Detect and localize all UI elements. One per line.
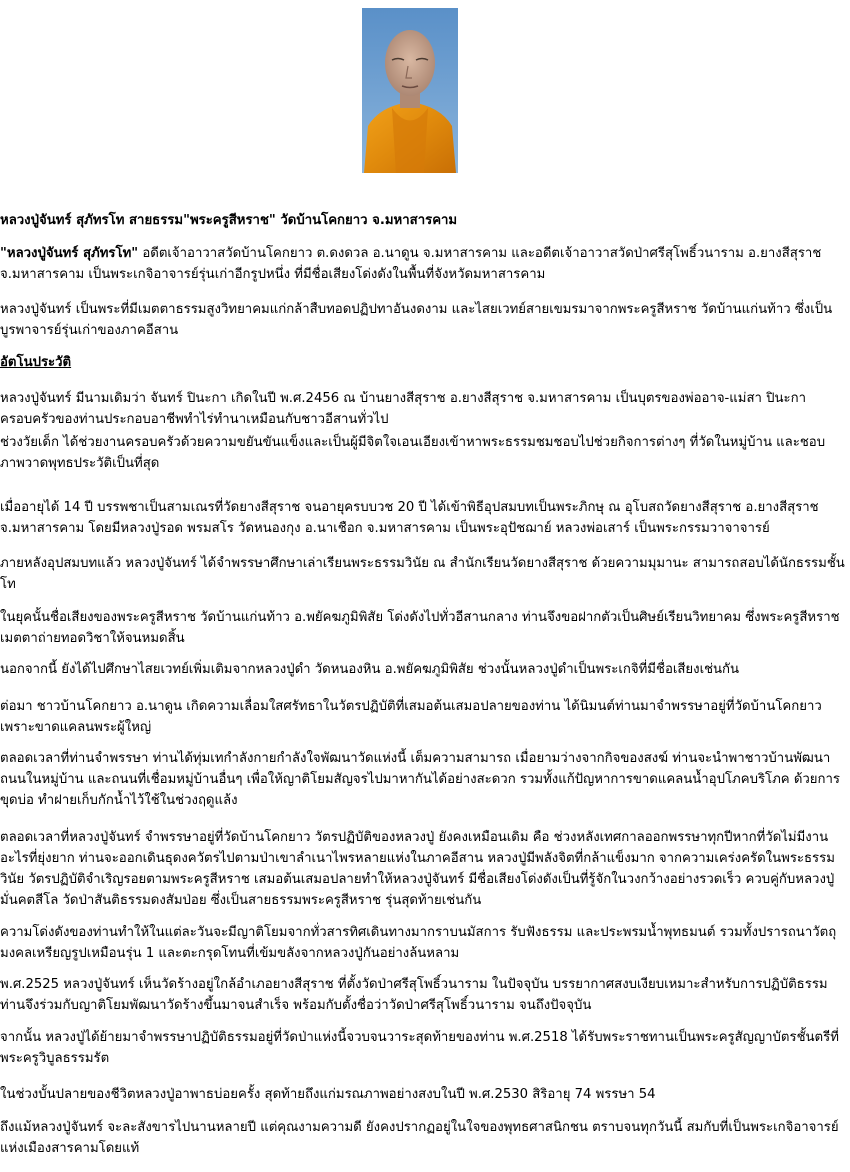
paragraph: พ.ศ.2525 หลวงปู่จันทร์ เห็นวัดร้างอยู่ใกล้อำเภอยางสีสุราช ที่ตั้งวัดป่าศรีสุโพธิ์วนาราม ในปัจจุบัน บรรยากาศสงบเงียบเหมาะสำหรับการปฏิบัติธรรม ท่านจึงร่วมกับญาติโยมพัฒนาวัดร้างขึ้นมาจนสำเร็จ พร้อมกับตั้งชื่อว่าวัดป่าศรีสุโพธิ์วนาราม จนถึงปัจจุบัน [0, 977, 828, 1013]
paragraph: ต่อมา ชาวบ้านโคกยาว อ.นาดูน เกิดความเลื่อมใสศรัทธาในวัตรปฏิบัติที่เสมอต้นเสมอปลายของท่าน ได้นิมนต์ท่านมาจำพรรษาอยู่ที่วัดบ้านโคกยาว เพราะขาดแคลนพระผู้ใหญ่ [0, 699, 822, 735]
paragraph: ถึงแม้หลวงปู่จันทร์ จะละสังขารไปนานหลายปี แต่คุณงามความดี ยังคงปรากฏอยู่ในใจของพุทธศาสนิกชน ตราบจนทุกวันนี้ สมกับที่เป็นพระเกจิอาจารย์แห่งเมืองสารคามโดยแท้ [0, 1120, 839, 1156]
paragraph: ความโด่งดังของท่านทำให้ในแต่ละวันจะมีญาติโยมจากทั่วสารทิศเดินทางมากราบนมัสการ รับฟังธรรม และประพรมน้ำพุทธมนต์ รวมทั้งปรารถนาวัตถุมงคลเหรียญรูปเหมือนรุ่น 1 และตะกรุดโทนที่เข้มขลังจากหลวงปู่กันอย่างล้นหลาม [0, 925, 837, 961]
paragraph: ในยุคนั้นชื่อเสียงของพระครูสีหราช วัดบ้านแก่นท้าว อ.พยัคฆภูมิพิสัย โด่งดังไปทั่วอีสานกลาง ท่านจึงขอฝากตัวเป็นศิษย์เรียนวิทยาคม ซึ่งพระครูสีหราชเมตตาถ่ายทอดวิชาให้จนหมดสิ้น [0, 610, 840, 646]
intro-text: อดีตเจ้าอาวาสวัดบ้านโคกยาว ต.ดงดวล อ.นาดูน จ.มหาสารคาม และอดีตเจ้าอาวาสวัดป่าศรีสุโพธิ์วนาราม อ.ยางสีสุราช จ.มหาสารคาม เป็นพระเกจิอาจารย์รุ่นเก่าอีกรูปหนึ่ง ที่มีชื่อเสียงโด่งดังในพื้นที่จังหวัดมหาสารคาม [0, 246, 822, 282]
paragraph: ตลอดเวลาที่ท่านจำพรรษา ท่านได้ทุ่มเทกำลังกายกำลังใจพัฒนาวัดแห่งนี้ เต็มความสามารถ เมื่อยามว่างจากกิจของสงฆ์ ท่านจะนำพาชาวบ้านพัฒนาถนนในหมู่บ้าน และถนนที่เชื่อมหมู่บ้านอื่นๆ เพื่อให้ญาติโยมสัญจรไปมาหากันได้อย่างสะดวก รวมทั้งแก้ปัญหาการขาดแคลนน้ำอุปโภคบริโภค ด้วยการขุดบ่อ ทำฝายเก็บกักน้ำไว้ใช้ในช่วงฤดูแล้ง [0, 751, 840, 808]
paragraph: จากนั้น หลวงปู่ได้ย้ายมาจำพรรษาปฏิบัติธรรมอยู่ที่วัดป่าแห่งนี้จวบจนวาระสุดท้ายของท่าน พ.ศ.2518 ได้รับพระราชทานเป็นพระครูสัญญาบัตรชั้นตรีที่ พระครูวิบูลธรรมรัต [0, 1030, 839, 1066]
paragraph: ตลอดเวลาที่หลวงปู่จันทร์ จำพรรษาอยู่ที่วัดบ้านโคกยาว วัตรปฏิบัติของหลวงปู่ ยังคงเหมือนเดิม คือ ช่วงหลังเทศกาลออกพรรษาทุกปีหากที่วัดไม่มีงานอะไรที่ยุ่งยาก ท่านจะออกเดินธุดงควัตรไปตามป่าเขาลำเนาไพรหลายแห่งในภาคอีสาน หลวงปู่มีพลังจิตที่กล้าแข็งมาก จากความเคร่งครัดในพระธรรมวินัย วัตรปฏิบัติจำเริญรอยตามพระครูสีหราช เสมอต้นเสมอปลายทำให้หลวงปู่จันทร์ มีชื่อเสียงโด่งดังเป็นที่รู้จักในวงกว้างอย่างรวดเร็ว ควบคู่กับหลวงปู่มั่นคตสีโล วัดป่าสันติธรรมดงสัมป่อย ซึ่งเป็นสายธรรมพระครูสีหราช รุ่นสุดท้ายเช่นกัน [0, 830, 835, 908]
paragraph: หลวงปู่จันทร์ มีนามเดิมว่า จันทร์ ปินะกา เกิดในปี พ.ศ.2456 ณ บ้านยางสีสุราช อ.ยางสีสุราช จ.มหาสารคาม เป็นบุตรของพ่ออาจ-แม่สา ปินะกา ครอบครัวของท่านประกอบอาชีพทำไร่ทำนาเหมือนกับชาวอีสานทั่วไป [0, 391, 807, 427]
paragraph-summary: หลวงปู่จันทร์ เป็นพระที่มีเมตตาธรรมสูงวิทยาคมแก่กล้าสืบทอดปฏิปทาอันงดงาม และไสยเวทย์สายเขมรมาจากพระครูสีหราช วัดบ้านแก่นท้าว ซึ่งเป็นบูรพาจารย์รุ่นเก่าของภาคอีสาน [0, 302, 833, 338]
section-heading-biography: อัตโนประวัติ [0, 355, 72, 370]
article-title: หลวงปู่จันทร์ สุภัทรโท สายธรรม"พระครูสีหราช" วัดบ้านโคกยาว จ.มหาสารคาม [0, 213, 458, 228]
paragraph: ช่วงวัยเด็ก ได้ช่วยงานครอบครัวด้วยความขยันขันแข็งและเป็นผู้มีจิตใจเอนเอียงเข้าหาพระธรรมชมชอบไปช่วยกิจการต่างๆ ที่วัดในหมู่บ้าน และชอบภาพวาดพุทธประวัติเป็นที่สุด [0, 435, 826, 471]
intro-paragraph [0, 243, 846, 285]
paragraph: นอกจากนี้ ยังได้ไปศึกษาไสยเวทย์เพิ่มเติมจากหลวงปู่ดำ วัดหนองหิน อ.พยัคฆภูมิพิสัย ช่วงนั้นหลวงปู่ดำเป็นพระเกจิที่มีชื่อเสียงเช่นกัน [0, 662, 740, 677]
portrait-image [362, 8, 458, 173]
paragraph: เมื่ออายุได้ 14 ปี บรรพชาเป็นสามเณรที่วัดยางสีสุราช จนอายุครบบวช 20 ปี ได้เข้าพิธีอุปสมบทเป็นพระภิกษุ ณ อุโบสถวัดยางสีสุราช อ.ยางสีสุราช จ.มหาสารคาม โดยมีหลวงปู่รอด พรมสโร วัดหนองกุง อ.นาเชือก จ.มหาสารคาม เป็นพระอุปัชฌาย์ หลวงพ่อเสาร์ เป็นพระกรรมวาจาจารย์ [0, 500, 819, 536]
paragraph: ภายหลังอุปสมบทแล้ว หลวงปู่จันทร์ ได้จำพรรษาศึกษาเล่าเรียนพระธรรมวินัย ณ สำนักเรียนวัดยางสีสุราช ด้วยความมุมานะ สามารถสอบได้นักธรรมชั้นโท [0, 556, 845, 592]
paragraph: ในช่วงบั้นปลายของชีวิตหลวงปู่อาพาธบ่อยครั้ง สุดท้ายถึงแก่มรณภาพอย่างสงบในปี พ.ศ.2530 สิริอายุ 74 พรรษา 54 [0, 1087, 656, 1102]
monk-name: "หลวงปู่จันทร์ สุภัทรโท" [0, 246, 139, 261]
monk-portrait-photo [362, 8, 458, 173]
